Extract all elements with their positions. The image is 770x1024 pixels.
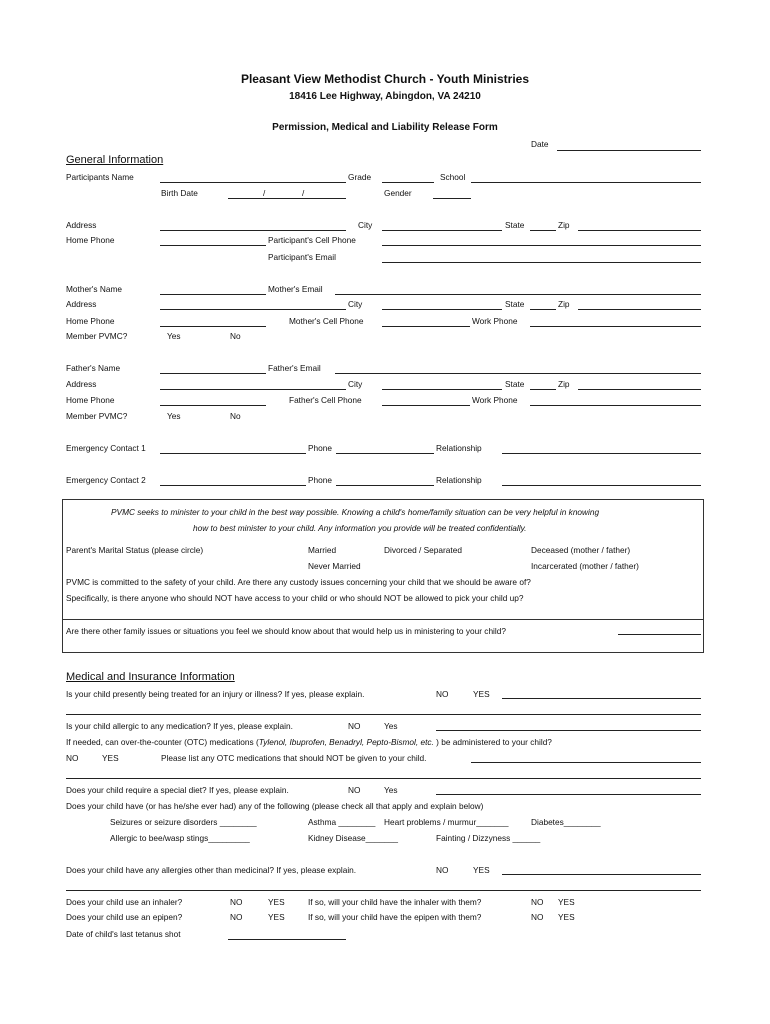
treated-explain-field[interactable]	[502, 698, 701, 699]
father-member-label: Member PVMC?	[66, 411, 128, 421]
emergency-1-phone-label: Phone	[308, 443, 332, 453]
treated-yes[interactable]: YES	[473, 689, 490, 699]
date-separator: /	[263, 188, 266, 198]
address-field[interactable]	[160, 230, 346, 231]
family-intro-line-2: how to best minister to your child. Any information you provide will be treated confidentially.	[193, 523, 527, 533]
father-work-phone-label: Work Phone	[472, 395, 518, 405]
father-zip-label: Zip	[558, 379, 570, 389]
mother-work-phone-label: Work Phone	[472, 316, 518, 326]
emergency-1-relationship-label: Relationship	[436, 443, 482, 453]
family-box-divider	[62, 619, 703, 620]
epipen-with-yes[interactable]: YES	[558, 912, 575, 922]
epipen-no[interactable]: NO	[230, 912, 243, 922]
address-label: Address	[66, 220, 97, 230]
city-label: City	[358, 220, 373, 230]
other-allergies-field[interactable]	[502, 874, 701, 875]
date-field[interactable]	[557, 150, 701, 151]
gender-label: Gender	[384, 188, 412, 198]
tetanus-label: Date of child's last tetanus shot	[66, 929, 181, 939]
inhaler-with-no[interactable]: NO	[531, 897, 544, 907]
zip-label: Zip	[558, 220, 570, 230]
mother-home-phone-label: Home Phone	[66, 316, 115, 326]
home-phone-field[interactable]	[160, 245, 266, 246]
diet-yes[interactable]: Yes	[384, 785, 398, 795]
mother-member-label: Member PVMC?	[66, 331, 128, 341]
father-member-yes[interactable]: Yes	[167, 411, 181, 421]
epipen-with-no[interactable]: NO	[531, 912, 544, 922]
zip-field[interactable]	[578, 230, 701, 231]
home-phone-label: Home Phone	[66, 235, 115, 245]
grade-field[interactable]	[382, 182, 434, 183]
father-home-phone-label: Home Phone	[66, 395, 115, 405]
participant-cell-field[interactable]	[382, 245, 701, 246]
father-city-label: City	[348, 379, 363, 389]
otc-list-line[interactable]	[66, 778, 701, 779]
otc-yes[interactable]: YES	[102, 753, 119, 763]
mothers-cell-label: Mother's Cell Phone	[289, 316, 364, 326]
diet-no[interactable]: NO	[348, 785, 361, 795]
participants-name-label: Participants Name	[66, 172, 134, 182]
mothers-name-label: Mother's Name	[66, 284, 122, 294]
condition-kidney[interactable]: Kidney Disease_______	[308, 833, 398, 843]
birth-date-field[interactable]	[228, 198, 346, 199]
participant-email-label: Participant's Email	[268, 252, 336, 262]
mother-city-label: City	[348, 299, 363, 309]
otc-question-a: If needed, can over-the-counter (OTC) medications (	[66, 737, 259, 747]
church-title: Pleasant View Methodist Church - Youth Ministries	[240, 72, 530, 86]
birth-date-label: Birth Date	[161, 188, 198, 198]
condition-diabetes[interactable]: Diabetes________	[531, 817, 601, 827]
emergency-2-relationship-label: Relationship	[436, 475, 482, 485]
emergency-contact-1-field[interactable]	[160, 453, 306, 454]
father-city-field[interactable]	[382, 389, 502, 390]
emergency-2-relationship-field[interactable]	[502, 485, 701, 486]
option-divorced[interactable]: Divorced / Separated	[384, 545, 462, 555]
father-zip-field[interactable]	[578, 389, 701, 390]
inhaler-with-question: If so, will your child have the inhaler with them?	[308, 897, 482, 907]
fathers-cell-field[interactable]	[382, 405, 470, 406]
custody-question-1: PVMC is committed to the safety of your child. Are there any custody issues concerning your child that we should be aware of?	[66, 577, 531, 587]
otc-no[interactable]: NO	[66, 753, 79, 763]
condition-asthma[interactable]: Asthma ________	[308, 817, 376, 827]
fathers-name-label: Father's Name	[66, 363, 121, 373]
emergency-contact-2-field[interactable]	[160, 485, 306, 486]
father-member-no[interactable]: No	[230, 411, 241, 421]
marital-status-label: Parent's Marital Status (please circle)	[66, 545, 204, 555]
condition-fainting[interactable]: Fainting / Dizzyness ______	[436, 833, 541, 843]
otc-list-field[interactable]	[471, 762, 701, 763]
city-field[interactable]	[382, 230, 502, 231]
grade-label: Grade	[348, 172, 372, 182]
special-diet-question: Does your child require a special diet? If yes, please explain.	[66, 785, 289, 795]
emergency-2-phone-field[interactable]	[336, 485, 434, 486]
otc-examples: Tylenol, Ibuprofen, Benadryl, Pepto-Bismol, etc.	[258, 737, 434, 747]
emergency-contact-2-label: Emergency Contact 2	[66, 475, 146, 485]
state-label: State	[505, 220, 525, 230]
school-label: School	[440, 172, 466, 182]
tetanus-field[interactable]	[228, 939, 346, 940]
mother-member-no[interactable]: No	[230, 331, 241, 341]
treated-question: Is your child presently being treated for an injury or illness? If yes, please explain.	[66, 689, 365, 699]
other-allergies-yes[interactable]: YES	[473, 865, 490, 875]
option-never-married[interactable]: Never Married	[308, 561, 361, 571]
mother-state-field[interactable]	[530, 309, 556, 310]
mothers-email-label: Mother's Email	[268, 284, 323, 294]
state-field[interactable]	[530, 230, 556, 231]
mother-state-label: State	[505, 299, 525, 309]
medical-info-heading: Medical and Insurance Information	[66, 671, 235, 683]
condition-seizures[interactable]: Seizures or seizure disorders ________	[110, 817, 257, 827]
mother-zip-label: Zip	[558, 299, 570, 309]
diet-explain-field[interactable]	[436, 794, 701, 795]
otc-question	[66, 737, 552, 747]
father-work-phone-field[interactable]	[530, 405, 701, 406]
general-info-heading: General Information	[66, 154, 164, 166]
date-separator: /	[302, 188, 305, 198]
participant-email-field[interactable]	[382, 262, 701, 263]
allergic-explain-field[interactable]	[436, 730, 701, 731]
gender-field[interactable]	[433, 198, 471, 199]
mother-city-field[interactable]	[382, 309, 502, 310]
form-title: Permission, Medical and Liability Release Form	[272, 122, 498, 133]
treated-explain-line[interactable]	[66, 714, 701, 715]
condition-heart[interactable]: Heart problems / murmur_______	[384, 817, 509, 827]
inhaler-question: Does your child use an inhaler?	[66, 897, 183, 907]
epipen-yes[interactable]: YES	[268, 912, 285, 922]
conditions-question: Does your child have (or has he/she ever had) any of the following (please check all that apply and explain below)	[66, 801, 484, 811]
emergency-2-phone-label: Phone	[308, 475, 332, 485]
father-state-field[interactable]	[530, 389, 556, 390]
fathers-name-field[interactable]	[160, 373, 266, 374]
mother-address-label: Address	[66, 299, 97, 309]
school-field[interactable]	[471, 182, 701, 183]
other-issues-question: Are there other family issues or situations you feel we should know about that would help us in ministering to your child?	[66, 626, 506, 636]
allergic-no[interactable]: NO	[348, 721, 361, 731]
other-allergies-no[interactable]: NO	[436, 865, 449, 875]
participant-cell-label: Participant's Cell Phone	[268, 235, 356, 245]
emergency-1-phone-field[interactable]	[336, 453, 434, 454]
option-incarcerated[interactable]: Incarcerated (mother / father)	[531, 561, 639, 571]
mother-work-phone-field[interactable]	[530, 326, 701, 327]
condition-bee-allergy[interactable]: Allergic to bee/wasp stings_________	[110, 833, 250, 843]
family-intro-line-1: PVMC seeks to minister to your child in the best way possible. Knowing a child's home/family situation can be very helpful in knowing	[111, 507, 600, 517]
father-state-label: State	[505, 379, 525, 389]
allergic-yes[interactable]: Yes	[384, 721, 398, 731]
fathers-email-field[interactable]	[335, 373, 701, 374]
fathers-email-label: Father's Email	[268, 363, 321, 373]
father-home-phone-field[interactable]	[160, 405, 266, 406]
father-address-field[interactable]	[160, 389, 346, 390]
other-issues-field[interactable]	[618, 634, 701, 635]
mother-address-field[interactable]	[160, 309, 346, 310]
date-label: Date	[531, 139, 549, 149]
otc-list-label: Please list any OTC medications that should NOT be given to your child.	[161, 753, 427, 763]
option-deceased[interactable]: Deceased (mother / father)	[531, 545, 631, 555]
fathers-cell-label: Father's Cell Phone	[289, 395, 362, 405]
inhaler-with-yes[interactable]: YES	[558, 897, 575, 907]
mothers-cell-field[interactable]	[382, 326, 470, 327]
inhaler-no[interactable]: NO	[230, 897, 243, 907]
inhaler-yes[interactable]: YES	[268, 897, 285, 907]
father-address-label: Address	[66, 379, 97, 389]
mothers-name-field[interactable]	[160, 294, 266, 295]
custody-question-2: Specifically, is there anyone who should NOT have access to your child or who should NOT be allowed to pick your child up?	[66, 593, 524, 603]
mother-home-phone-field[interactable]	[160, 326, 266, 327]
otc-question-c: ) be administered to your child?	[433, 737, 552, 747]
emergency-contact-1-label: Emergency Contact 1	[66, 443, 146, 453]
epipen-with-question: If so, will your child have the epipen with them?	[308, 912, 482, 922]
option-married[interactable]: Married	[308, 545, 337, 555]
other-allergies-line[interactable]	[66, 890, 701, 891]
epipen-question: Does your child use an epipen?	[66, 912, 183, 922]
mother-zip-field[interactable]	[578, 309, 701, 310]
mothers-email-field[interactable]	[335, 294, 701, 295]
treated-no[interactable]: NO	[436, 689, 449, 699]
emergency-1-relationship-field[interactable]	[502, 453, 701, 454]
mother-member-yes[interactable]: Yes	[167, 331, 181, 341]
allergic-medication-question: Is your child allergic to any medication? If yes, please explain.	[66, 721, 293, 731]
participants-name-field[interactable]	[160, 182, 346, 183]
other-allergies-question: Does your child have any allergies other than medicinal? If yes, please explain.	[66, 865, 357, 875]
church-address: 18416 Lee Highway, Abingdon, VA 24210	[289, 91, 481, 102]
